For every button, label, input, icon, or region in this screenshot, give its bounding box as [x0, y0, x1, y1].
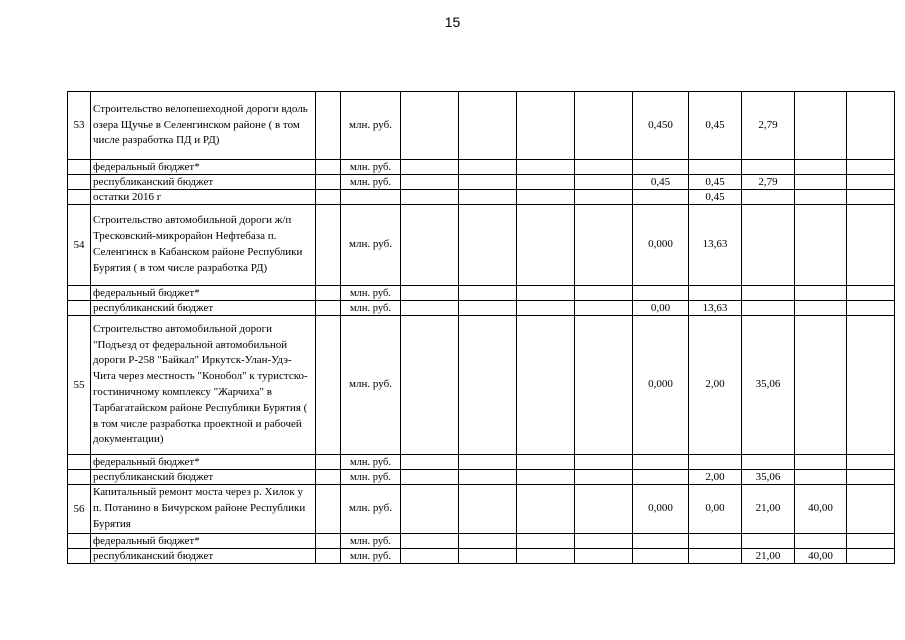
- budget-source-name: республиканский бюджет: [91, 175, 316, 190]
- value-cell: [742, 534, 795, 549]
- value-cell: [742, 286, 795, 301]
- value-cell: 0,450: [633, 92, 689, 160]
- empty-cell: [68, 175, 91, 190]
- unit-cell: [341, 190, 401, 205]
- value-cell: [401, 316, 459, 455]
- unit-cell: млн. руб.: [341, 549, 401, 564]
- value-cell: [401, 485, 459, 534]
- value-cell: [742, 205, 795, 286]
- project-number: 56: [68, 485, 91, 534]
- value-cell: [795, 534, 847, 549]
- value-cell: [633, 190, 689, 205]
- value-cell: [401, 470, 459, 485]
- value-cell: 0,45: [689, 92, 742, 160]
- value-cell: [847, 301, 895, 316]
- empty-cell: [68, 286, 91, 301]
- value-cell: 2,79: [742, 175, 795, 190]
- value-cell: 0,45: [633, 175, 689, 190]
- budget-source-row: [68, 190, 895, 205]
- budget-table: [67, 91, 895, 564]
- value-cell: 0,00: [633, 301, 689, 316]
- empty-cell: [316, 534, 341, 549]
- value-cell: [689, 286, 742, 301]
- empty-cell: [316, 316, 341, 455]
- unit-cell: млн. руб.: [341, 534, 401, 549]
- value-cell: [742, 190, 795, 205]
- value-cell: [459, 316, 517, 455]
- value-cell: [517, 549, 575, 564]
- value-cell: 35,06: [742, 316, 795, 455]
- value-cell: [795, 160, 847, 175]
- budget-source-row: [68, 301, 895, 316]
- unit-cell: млн. руб.: [341, 316, 401, 455]
- budget-source-row: [68, 534, 895, 549]
- value-cell: 0,000: [633, 485, 689, 534]
- unit-cell: млн. руб.: [341, 205, 401, 286]
- project-name: Строительство велопешеходной дороги вдоль озера Щучье в Селенгинском районе ( в том числе разработка ПД и РД): [91, 92, 316, 160]
- value-cell: [517, 316, 575, 455]
- value-cell: [847, 175, 895, 190]
- value-cell: 2,79: [742, 92, 795, 160]
- value-cell: [689, 534, 742, 549]
- project-name: Капитальный ремонт моста через р. Хилок у п. Потанино в Бичурском районе Республики Бурятия: [91, 485, 316, 534]
- value-cell: [517, 286, 575, 301]
- value-cell: [401, 286, 459, 301]
- value-cell: [575, 301, 633, 316]
- value-cell: [689, 160, 742, 175]
- empty-cell: [316, 286, 341, 301]
- value-cell: [847, 286, 895, 301]
- value-cell: [575, 205, 633, 286]
- value-cell: [575, 286, 633, 301]
- value-cell: 13,63: [689, 301, 742, 316]
- value-cell: [847, 92, 895, 160]
- value-cell: [633, 286, 689, 301]
- budget-source-name: республиканский бюджет: [91, 549, 316, 564]
- value-cell: [401, 534, 459, 549]
- value-cell: [401, 301, 459, 316]
- value-cell: [633, 534, 689, 549]
- value-cell: [575, 92, 633, 160]
- value-cell: [742, 160, 795, 175]
- value-cell: [689, 549, 742, 564]
- unit-cell: млн. руб.: [341, 470, 401, 485]
- value-cell: [575, 175, 633, 190]
- empty-cell: [68, 301, 91, 316]
- value-cell: [847, 470, 895, 485]
- empty-cell: [68, 534, 91, 549]
- value-cell: 21,00: [742, 485, 795, 534]
- empty-cell: [68, 455, 91, 470]
- project-row: [68, 316, 895, 455]
- value-cell: 2,00: [689, 316, 742, 455]
- budget-source-row: [68, 455, 895, 470]
- value-cell: [795, 455, 847, 470]
- empty-cell: [316, 549, 341, 564]
- project-name: Строительство автомобильной дороги ж/п Тресковский-микрорайон Нефтебаза п. Селенгинск в Кабанском районе Республики Бурятия ( в том числе разработка РД): [91, 205, 316, 286]
- value-cell: 0,00: [689, 485, 742, 534]
- budget-source-row: [68, 549, 895, 564]
- value-cell: [459, 455, 517, 470]
- unit-cell: млн. руб.: [341, 175, 401, 190]
- unit-cell: млн. руб.: [341, 301, 401, 316]
- value-cell: [401, 175, 459, 190]
- value-cell: [401, 190, 459, 205]
- value-cell: [575, 455, 633, 470]
- empty-cell: [68, 470, 91, 485]
- project-row: [68, 92, 895, 160]
- project-name: Строительство автомобильной дороги "Подъезд от федеральной автомобильной дороги Р-258 "Байкал" Иркутск-Улан-Удэ-Чита через местность "Конобол" к туристско-гостиничному комплексу "Жарчиха" в Тарбагатайском районе Республики Бурятия ( в том числе разработка проектной и рабочей документации): [91, 316, 316, 455]
- budget-source-name: федеральный бюджет*: [91, 455, 316, 470]
- value-cell: [459, 301, 517, 316]
- empty-cell: [316, 470, 341, 485]
- value-cell: [575, 549, 633, 564]
- value-cell: 0,45: [689, 190, 742, 205]
- value-cell: [633, 160, 689, 175]
- empty-cell: [316, 301, 341, 316]
- project-number: 54: [68, 205, 91, 286]
- value-cell: [517, 301, 575, 316]
- empty-cell: [316, 160, 341, 175]
- value-cell: [795, 190, 847, 205]
- value-cell: [847, 205, 895, 286]
- project-row: [68, 485, 895, 534]
- value-cell: [401, 455, 459, 470]
- empty-cell: [68, 549, 91, 564]
- project-row: [68, 205, 895, 286]
- budget-source-row: [68, 286, 895, 301]
- table-body: [68, 92, 895, 564]
- unit-cell: млн. руб.: [341, 92, 401, 160]
- empty-cell: [316, 455, 341, 470]
- value-cell: [517, 160, 575, 175]
- value-cell: [847, 534, 895, 549]
- value-cell: [459, 175, 517, 190]
- value-cell: [847, 485, 895, 534]
- value-cell: [575, 160, 633, 175]
- budget-source-row: [68, 160, 895, 175]
- value-cell: [847, 455, 895, 470]
- value-cell: [847, 316, 895, 455]
- value-cell: 13,63: [689, 205, 742, 286]
- value-cell: [575, 316, 633, 455]
- empty-cell: [316, 190, 341, 205]
- value-cell: [795, 316, 847, 455]
- value-cell: [633, 470, 689, 485]
- value-cell: [742, 455, 795, 470]
- empty-cell: [316, 175, 341, 190]
- value-cell: [795, 175, 847, 190]
- value-cell: [459, 286, 517, 301]
- budget-source-row: [68, 470, 895, 485]
- value-cell: [401, 549, 459, 564]
- value-cell: [459, 205, 517, 286]
- value-cell: [517, 534, 575, 549]
- value-cell: 0,000: [633, 316, 689, 455]
- value-cell: [795, 470, 847, 485]
- value-cell: [517, 455, 575, 470]
- empty-cell: [316, 485, 341, 534]
- value-cell: [742, 301, 795, 316]
- value-cell: [795, 301, 847, 316]
- value-cell: [575, 470, 633, 485]
- budget-source-name: республиканский бюджет: [91, 301, 316, 316]
- value-cell: [401, 92, 459, 160]
- value-cell: [517, 190, 575, 205]
- value-cell: [459, 534, 517, 549]
- budget-source-name: федеральный бюджет*: [91, 534, 316, 549]
- project-number: 55: [68, 316, 91, 455]
- value-cell: [847, 549, 895, 564]
- value-cell: [459, 160, 517, 175]
- value-cell: [795, 92, 847, 160]
- unit-cell: млн. руб.: [341, 485, 401, 534]
- budget-source-name: республиканский бюджет: [91, 470, 316, 485]
- value-cell: [459, 485, 517, 534]
- value-cell: [633, 549, 689, 564]
- value-cell: [575, 485, 633, 534]
- value-cell: 40,00: [795, 549, 847, 564]
- unit-cell: млн. руб.: [341, 455, 401, 470]
- value-cell: [401, 160, 459, 175]
- value-cell: [517, 92, 575, 160]
- value-cell: [847, 160, 895, 175]
- unit-cell: млн. руб.: [341, 160, 401, 175]
- value-cell: [459, 549, 517, 564]
- value-cell: 2,00: [689, 470, 742, 485]
- empty-cell: [316, 205, 341, 286]
- budget-source-row: [68, 175, 895, 190]
- value-cell: 35,06: [742, 470, 795, 485]
- value-cell: [517, 485, 575, 534]
- value-cell: [575, 534, 633, 549]
- value-cell: [401, 205, 459, 286]
- empty-cell: [68, 160, 91, 175]
- value-cell: [517, 175, 575, 190]
- value-cell: [575, 190, 633, 205]
- value-cell: [795, 205, 847, 286]
- value-cell: [459, 470, 517, 485]
- value-cell: 0,45: [689, 175, 742, 190]
- value-cell: 0,000: [633, 205, 689, 286]
- value-cell: [847, 190, 895, 205]
- unit-cell: млн. руб.: [341, 286, 401, 301]
- page-number: 15: [444, 14, 461, 30]
- value-cell: [459, 190, 517, 205]
- value-cell: [459, 92, 517, 160]
- budget-source-name: федеральный бюджет*: [91, 160, 316, 175]
- value-cell: 21,00: [742, 549, 795, 564]
- budget-source-name: федеральный бюджет*: [91, 286, 316, 301]
- project-number: 53: [68, 92, 91, 160]
- value-cell: 40,00: [795, 485, 847, 534]
- value-cell: [633, 455, 689, 470]
- value-cell: [689, 455, 742, 470]
- value-cell: [795, 286, 847, 301]
- empty-cell: [68, 190, 91, 205]
- budget-source-name: остатки 2016 г: [91, 190, 316, 205]
- empty-cell: [316, 92, 341, 160]
- value-cell: [517, 205, 575, 286]
- value-cell: [517, 470, 575, 485]
